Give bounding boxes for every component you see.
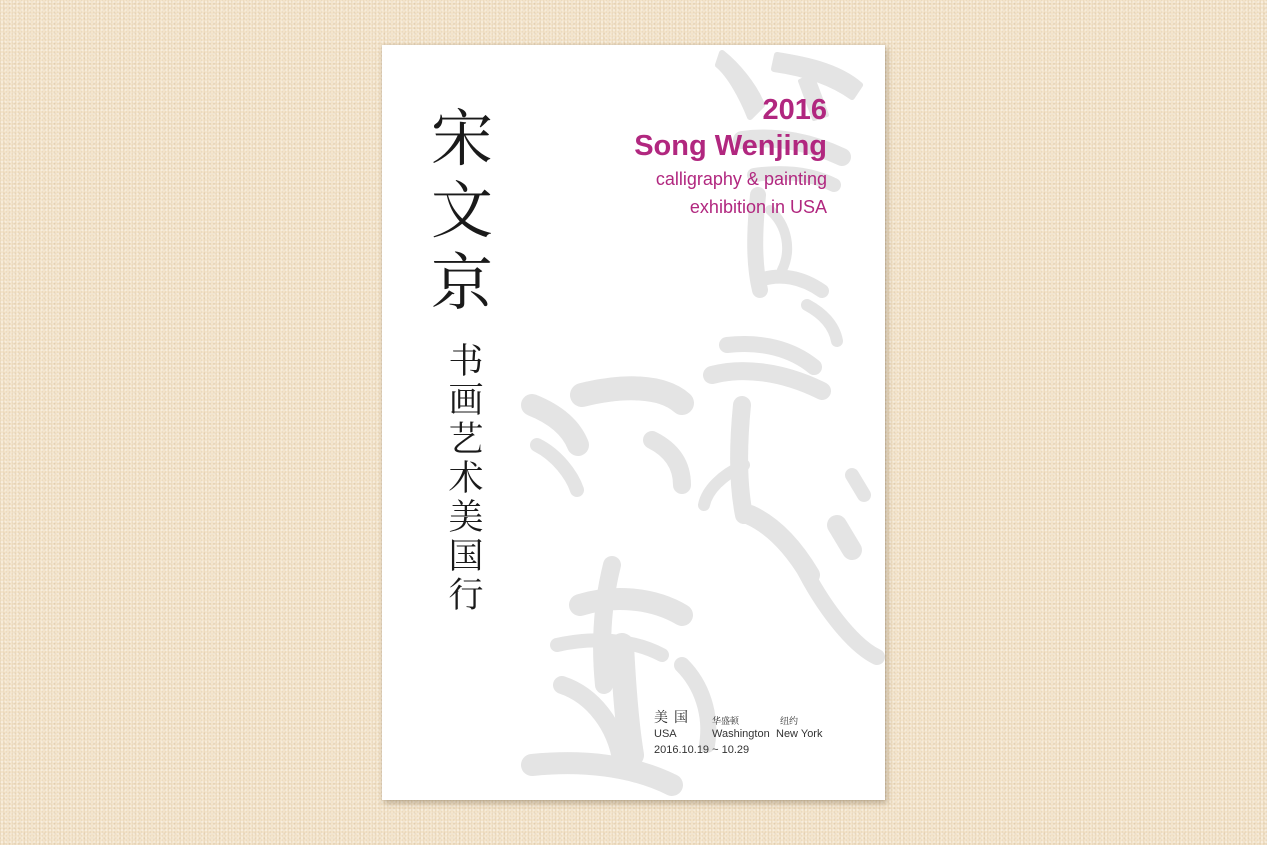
english-title-block: [634, 93, 827, 221]
subtitle-char: 行: [448, 576, 484, 616]
name-char: 宋: [430, 102, 493, 175]
name-char: 文: [430, 174, 493, 247]
exhibition-year: 2016: [762, 94, 827, 126]
exhibition-subtitle-cn: [443, 343, 489, 616]
country-cn: 美国: [654, 709, 694, 725]
subtitle-char: 国: [448, 537, 484, 577]
exhibition-poster: [382, 45, 885, 800]
exhibition-location: exhibition in USA: [689, 197, 827, 217]
venue-row-en: [654, 728, 846, 740]
subtitle-char: 艺: [448, 420, 484, 460]
country-en: USA: [654, 728, 677, 740]
city-washington-en: Washington: [712, 728, 770, 740]
subtitle-char: 美: [448, 498, 484, 538]
venue-info: [654, 707, 846, 756]
venue-row-cn: [654, 707, 846, 727]
exhibition-dates: 2016.10.19 ~ 10.29: [654, 744, 750, 756]
city-newyork-en: New York: [776, 728, 823, 740]
artist-name-en: Song Wenjing: [634, 130, 827, 162]
artist-name-cn: [426, 103, 498, 319]
name-char: 京: [430, 246, 493, 319]
city-washington-cn: 华盛顿: [712, 716, 740, 726]
exhibition-type: calligraphy & painting: [655, 169, 827, 189]
subtitle-char: 书: [448, 342, 484, 382]
subtitle-char: 画: [448, 381, 484, 421]
subtitle-char: 术: [448, 459, 484, 499]
city-newyork-cn: 纽约: [780, 716, 799, 726]
